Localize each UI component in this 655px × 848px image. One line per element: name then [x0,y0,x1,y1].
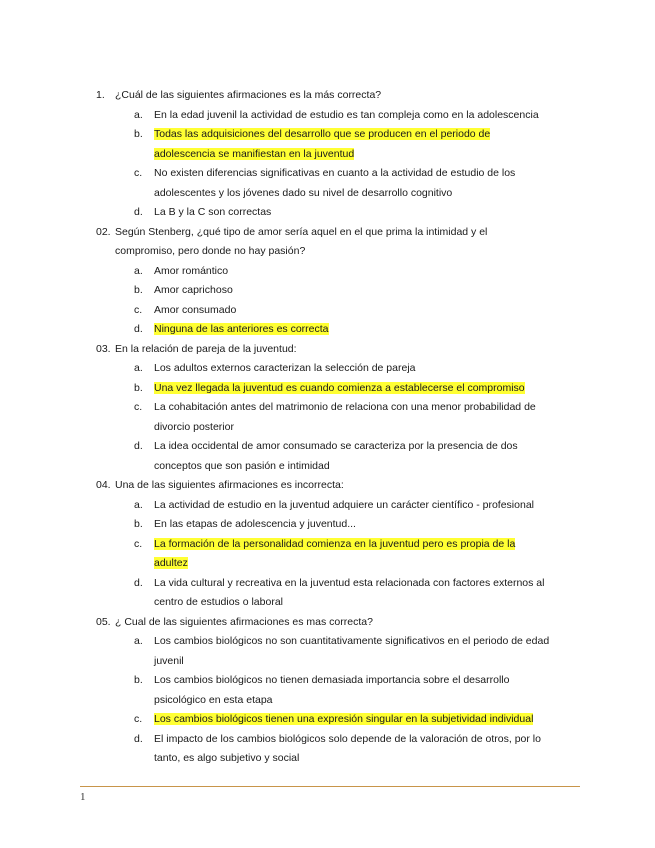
question-stem [96,476,586,496]
option-text: La B y la C son correctas [154,206,272,218]
option-letter: c. [134,401,143,413]
option-text: adultez [154,557,188,569]
option-text: La actividad de estudio en la juventud adquiere un carácter científico - profesional [154,498,534,511]
question-number: 02. [96,225,111,238]
answer-option [96,515,586,535]
option-text: Amor consumado [154,303,237,316]
option-text: adolescencia se manifiestan en la juventud [154,147,355,160]
option-text: divorcio posterior [154,420,234,433]
option-text: Los cambios biológicos no son cuantitativamente significativos en el periodo de edad [154,635,550,647]
question-list [96,86,586,769]
option-text: Los cambios biológicos no tienen demasiada importancia sobre el desarrollo [154,674,510,686]
question-1 [96,86,586,223]
option-text: La cohabitación antes del matrimonio de relaciona con una menor probabilidad de [154,401,536,413]
question-3 [96,340,586,477]
option-letter: a. [134,362,143,374]
option-text: En las etapas de adolescencia y juventud... [154,518,356,530]
option-letter: b. [134,284,143,296]
question-5 [96,613,586,769]
option-text: psicológico en esta etapa [154,693,273,706]
answer-option [96,671,586,710]
question-number: 05. [96,615,111,628]
option-letter: a. [134,635,143,647]
question-stem [96,340,586,360]
question-2 [96,223,586,340]
question-text: ¿ Cual de las siguientes afirmaciones es mas correcta? [115,615,373,628]
option-list [96,106,586,223]
option-text: La vida cultural y recreativa en la juventud esta relacionada con factores externos al [154,576,545,589]
question-stem [96,613,586,633]
answer-option [96,730,586,769]
option-letter: c. [134,713,143,725]
option-letter: d. [134,323,143,335]
option-letter: b. [134,518,143,530]
question-number: 1. [96,89,105,101]
footer-divider [80,786,580,787]
question-4 [96,476,586,613]
option-text: adolescentes y los jóvenes dado su nivel de desarrollo cognitivo [154,186,453,199]
option-letter: b. [134,674,143,686]
question-stem [96,223,586,243]
question-text: Según Stenberg, ¿qué tipo de amor sería aquel en el que prima la intimidad y el [115,225,488,238]
option-text: Ninguna de las anteriores es correcta [154,323,329,335]
option-text: conceptos que son pasión e intimidad [154,459,330,472]
answer-option [96,574,586,613]
option-letter: a. [134,108,143,121]
answer-option-highlighted [96,320,586,340]
option-text: Amor caprichoso [154,284,233,296]
page-number: 1 [80,791,86,803]
question-text: Una de las siguientes afirmaciones es incorrecta: [115,479,344,491]
option-text: Una vez llegada la juventud es cuando comienza a establecerse el compromiso [154,381,525,394]
answer-option [96,164,586,203]
answer-option-highlighted [96,379,586,399]
question-text-continued: compromiso, pero donde no hay pasión? [115,245,306,257]
option-letter: b. [134,381,143,394]
answer-option [96,632,586,671]
question-text: En la relación de pareja de la juventud: [115,342,297,355]
option-letter: c. [134,303,143,316]
answer-option-highlighted [96,125,586,164]
option-text: Los adultos externos caracterizan la selección de pareja [154,362,416,374]
option-list [96,262,586,340]
question-text: ¿Cuál de las siguientes afirmaciones es la más correcta? [115,89,382,101]
question-number: 04. [96,479,111,491]
option-letter: c. [134,537,143,550]
option-text: tanto, es algo subjetivo y social [154,752,300,764]
answer-option [96,301,586,321]
answer-option [96,496,586,516]
option-list [96,632,586,769]
option-letter: c. [134,167,143,179]
option-letter: d. [134,440,143,452]
answer-option [96,262,586,282]
option-text: La formación de la personalidad comienza en la juventud pero es propia de la [154,537,516,550]
option-letter: a. [134,498,143,511]
option-text: No existen diferencias significativas en cuanto a la actividad de estudio de los [154,167,516,179]
answer-option-highlighted [96,710,586,730]
option-list [96,496,586,613]
option-text: centro de estudios o laboral [154,596,283,608]
answer-option [96,398,586,437]
option-text: Todas las adquisiciones del desarrollo que se producen en el periodo de [154,128,491,140]
answer-option [96,437,586,476]
answer-option-highlighted [96,535,586,574]
option-letter: b. [134,128,143,140]
answer-option [96,106,586,126]
question-number: 03. [96,342,111,355]
option-text: juvenil [154,654,184,667]
question-stem [96,86,586,106]
option-text: Los cambios biológicos tienen una expresión singular en la subjetividad individual [154,713,534,725]
answer-option [96,203,586,223]
option-letter: a. [134,264,143,277]
option-list [96,359,586,476]
option-text: El impacto de los cambios biológicos solo depende de la valoración de otros, por lo [154,732,541,745]
answer-option [96,281,586,301]
answer-option [96,359,586,379]
option-letter: d. [134,576,143,589]
option-letter: d. [134,206,143,218]
option-text: Amor romántico [154,264,229,277]
option-text: En la edad juvenil la actividad de estudio es tan compleja como en la adolescencia [154,108,539,121]
option-text: La idea occidental de amor consumado se caracteriza por la presencia de dos [154,440,518,452]
option-letter: d. [134,732,143,745]
